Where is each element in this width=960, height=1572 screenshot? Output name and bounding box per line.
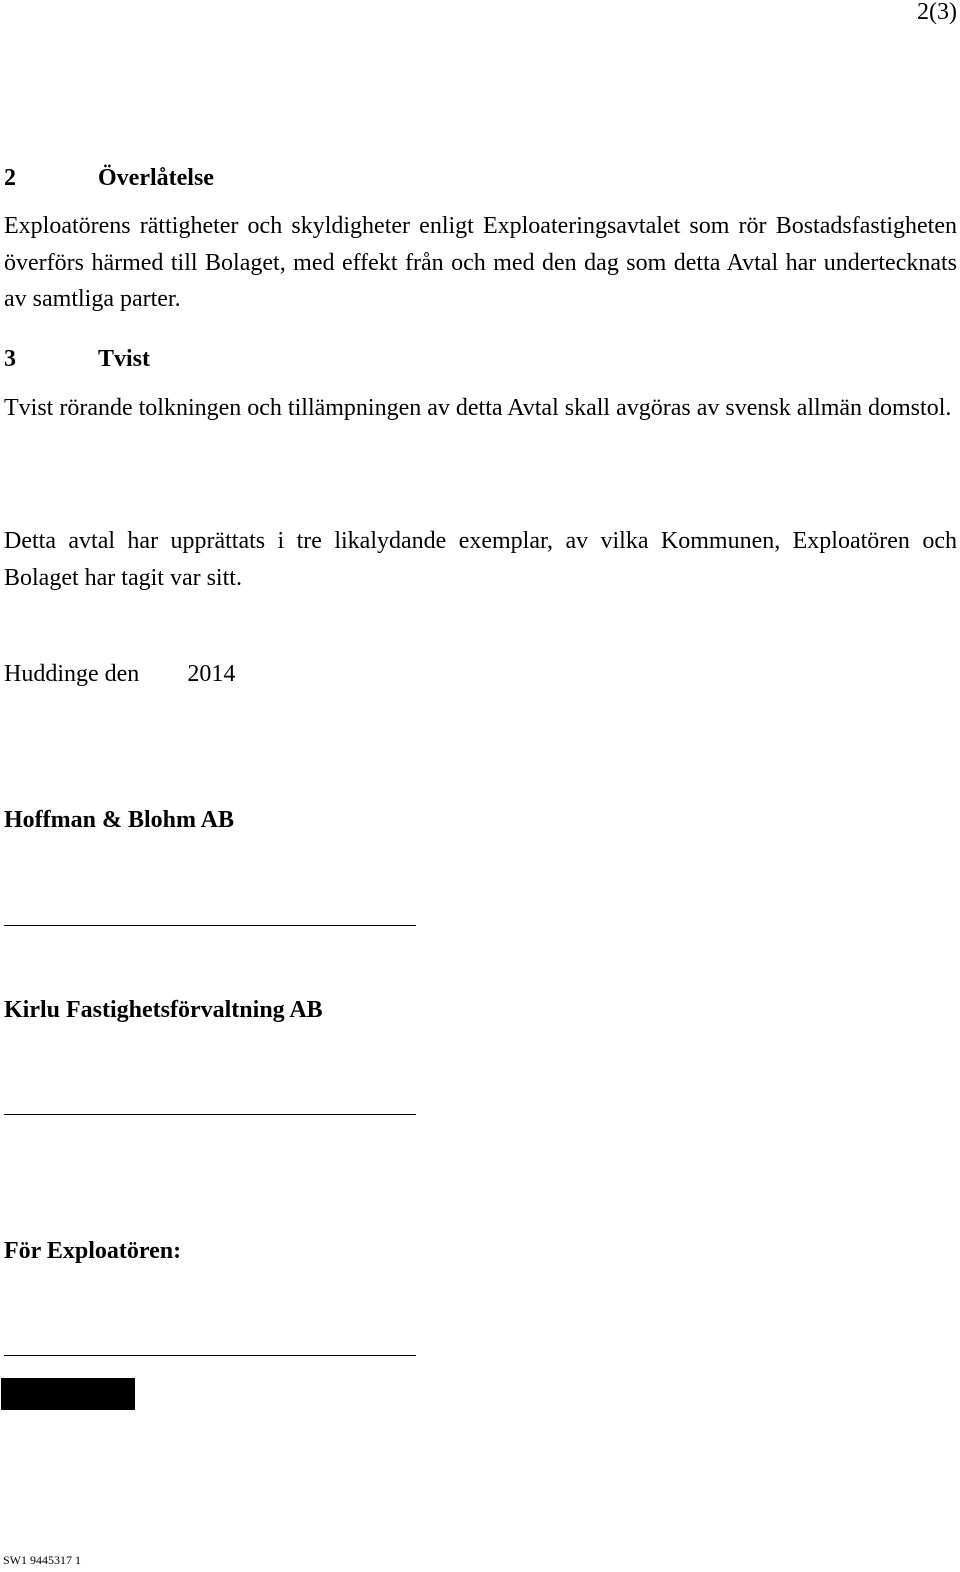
section-3-body: Tvist rörande tolkningen och tillämpningen av detta Avtal skall avgöras av svensk allmän domstol. <box>4 395 952 421</box>
signature-line-1 <box>4 925 416 926</box>
signatory-3-name: För Exploatören: <box>4 1238 182 1264</box>
section-3-title: Tvist <box>98 346 151 372</box>
signature-line-3 <box>4 1355 416 1356</box>
place-label: Huddinge den <box>4 661 140 687</box>
closing-paragraph: Detta avtal har upprättats i tre likalydande exemplar, av vilka Kommunen, Exploatören och Bolaget har tagit var sitt. <box>4 528 957 591</box>
section-2-body: Exploatörens rättigheter och skyldigheter enligt Exploateringsavtalet som rör Bostadsfastigheten överförs härmed till Bolaget, med effekt från och med den dag som detta Avtal har undertecknats av samtliga parter. <box>4 213 957 312</box>
section-2-title: Överlåtelse <box>98 165 214 191</box>
signature-line-2 <box>4 1114 416 1115</box>
page-number: 2(3) <box>917 0 957 25</box>
document-reference: SW1 9445317 1 <box>3 1553 81 1567</box>
section-2-heading <box>4 164 214 192</box>
place-date <box>4 660 235 688</box>
signatory-1-name: Hoffman & Blohm AB <box>4 807 235 833</box>
signatory-2-name: Kirlu Fastighetsförvaltning AB <box>4 997 323 1023</box>
signing-year: 2014 <box>187 661 236 687</box>
redaction-block <box>1 1378 135 1410</box>
section-3-number: 3 <box>4 346 16 372</box>
section-2-number: 2 <box>4 165 16 191</box>
section-3-heading <box>4 345 150 373</box>
